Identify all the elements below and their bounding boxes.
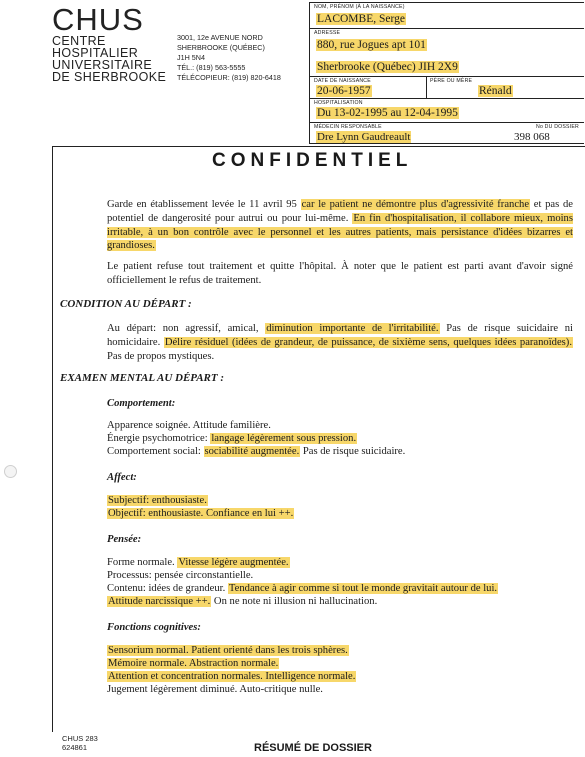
logo-line: UNIVERSITAIRE bbox=[52, 58, 153, 72]
subheading-cognitive: Fonctions cognitives: bbox=[107, 622, 201, 633]
exam-line: Processus: pensée circonstantielle. bbox=[107, 570, 254, 581]
logo-line: DE SHERBROOKE bbox=[52, 70, 167, 84]
intro-paragraph: Garde en établissement levée le 11 avril 95 car le patient ne démontre plus d'agressivité franche et pas de potentiel de dangerosité pour autrui ou pour lui-même. En fin d'hospitalisation, il collabore mieux, moins irritable, à un bon contrôle avec le personnel et les autres patients, mais persistance d'idées bizarres et grandioses. bbox=[107, 199, 573, 252]
exam-line: Énergie psychomotrice: langage légèrement sous pression. bbox=[107, 433, 357, 444]
document-title: CONFIDENTIEL bbox=[212, 150, 413, 171]
file-number-label: No DU DOSSIER bbox=[536, 124, 579, 130]
patient-address-1: 880, rue Jogues apt 101 bbox=[317, 39, 426, 51]
patient-name: LACOMBE, Serge bbox=[317, 13, 405, 25]
doctor-label: MÉDECIN RESPONSABLE bbox=[314, 124, 382, 130]
exam-line: Attention et concentration normales. Intelligence normale. bbox=[108, 671, 356, 682]
subheading-thought: Pensée: bbox=[107, 534, 142, 545]
name-label: NOM, PRÉNOM (À LA NAISSANCE) bbox=[314, 4, 405, 10]
exam-line: Subjectif: enthousiaste. bbox=[108, 495, 207, 506]
patient-address-2: Sherbrooke (Québec) JIH 2X9 bbox=[317, 61, 458, 73]
parent-label: PÈRE OU MÈRE bbox=[430, 78, 473, 84]
subheading-behaviour: Comportement: bbox=[107, 398, 176, 409]
address-line: 3001, 12e AVENUE NORD bbox=[177, 33, 263, 42]
logo-line: HOSPITALIER bbox=[52, 46, 139, 60]
address-label: ADRESSE bbox=[314, 30, 341, 36]
footer-title: RÉSUMÉ DE DOSSIER bbox=[254, 742, 372, 754]
file-number: 398 068 bbox=[514, 131, 550, 143]
subheading-affect: Affect: bbox=[107, 472, 137, 483]
form-number: 624861 bbox=[62, 743, 88, 752]
exam-line: Mémoire normale. Abstraction normale. bbox=[108, 658, 279, 669]
section-heading-condition: CONDITION AU DÉPART : bbox=[60, 298, 192, 310]
address-line: TÉLÉCOPIEUR: (819) 820-6418 bbox=[177, 73, 281, 82]
responsible-doctor: Dre Lynn Gaudreault bbox=[317, 131, 411, 143]
address-line: J1H 5N4 bbox=[177, 53, 205, 62]
address-line: SHERBROOKE (QUÉBEC) bbox=[177, 43, 265, 52]
exam-line: Sensorium normal. Patient orienté dans les trois sphères. bbox=[108, 645, 348, 656]
punch-hole bbox=[4, 465, 17, 478]
exam-line: Jugement légèrement diminué. Auto-critique nulle. bbox=[107, 684, 323, 695]
refusal-paragraph: Le patient refuse tout traitement et quitte l'hôpital. À noter que le patient est parti avant d'avoir signé officiellement le refus de traitement. bbox=[107, 261, 573, 286]
logo-line: CENTRE bbox=[52, 34, 106, 48]
patient-info-box bbox=[309, 2, 584, 144]
exam-line: Apparence soignée. Attitude familière. bbox=[107, 420, 271, 431]
form-code: CHUS 283 bbox=[62, 734, 98, 743]
patient-dob: 20-06-1957 bbox=[317, 85, 371, 97]
exam-line: Attitude narcissique ++. On ne note ni illusion ni hallucination. bbox=[108, 596, 378, 607]
patient-parent: Rénald bbox=[479, 85, 512, 97]
exam-line: Forme normale. Vitesse légère augmentée. bbox=[107, 557, 289, 568]
dob-label: DATE DE NAISSANCE bbox=[314, 78, 371, 84]
exam-line: Contenu: idées de grandeur. Tendance à agir comme si tout le monde gravitait autour de lui. bbox=[107, 583, 498, 594]
condition-paragraph: Au départ: non agressif, amical, diminution importante de l'irritabilité. Pas de risque suicidaire ni homicidaire. Délire résiduel (idées de grandeur, de puissance, de sixième sens, quelques idées paranoïdes). Pas de propos mystiques. bbox=[107, 323, 573, 362]
address-line: TÉL.: (819) 563-5555 bbox=[177, 63, 246, 72]
hospitalisation-dates: Du 13-02-1995 au 12-04-1995 bbox=[317, 107, 458, 119]
hospitalisation-label: HOSPITALISATION bbox=[314, 100, 363, 106]
hospital-logo: CHUS bbox=[52, 2, 144, 37]
exam-line: Objectif: enthousiaste. Confiance en lui ++. bbox=[108, 508, 294, 519]
section-heading-exam: EXAMEN MENTAL AU DÉPART : bbox=[60, 372, 225, 384]
exam-line: Comportement social: sociabilité augmentée. Pas de risque suicidaire. bbox=[107, 446, 406, 457]
